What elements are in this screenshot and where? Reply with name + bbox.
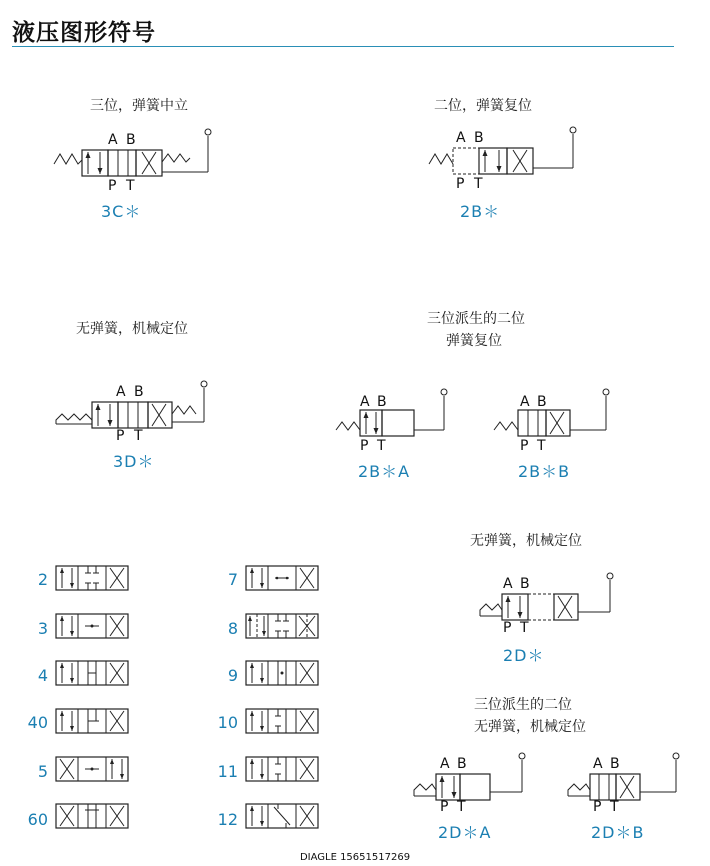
- port-a: A: [116, 384, 126, 400]
- port-p: P: [520, 438, 529, 454]
- spool-symbol-60: [55, 803, 130, 831]
- caption-3c: 三位，弹簧中立: [90, 98, 188, 114]
- spool-code-5: 5: [37, 762, 48, 781]
- caption-derived-spring-line2: 弹簧复位: [446, 333, 502, 349]
- valve-symbol-2b: [425, 120, 585, 180]
- spool-symbol-4: [55, 660, 130, 688]
- caption-derived-detent-line2: 无弹簧，机械定位: [474, 719, 586, 735]
- caption-2b: 二位，弹簧复位: [434, 98, 532, 114]
- port-a: A: [520, 394, 530, 410]
- port-t: T: [520, 620, 529, 636]
- port-b: B: [474, 130, 484, 146]
- valve-symbol-3c: [50, 122, 220, 182]
- spool-code-40: 40: [27, 713, 48, 732]
- port-p: P: [503, 620, 512, 636]
- spool-code-60: 60: [27, 810, 48, 829]
- valve-symbol-3d: [52, 376, 222, 436]
- spool-code-4: 4: [37, 666, 48, 685]
- port-t: T: [457, 799, 466, 815]
- port-b: B: [537, 394, 547, 410]
- port-b: B: [126, 132, 136, 148]
- code-2b-b: 2B＊B: [518, 462, 571, 481]
- spool-code-10: 10: [217, 713, 238, 732]
- port-t: T: [377, 438, 386, 454]
- port-a: A: [503, 576, 513, 592]
- code-3d: 3D＊: [113, 452, 155, 471]
- spool-symbol-2: [55, 565, 130, 593]
- code-2b: 2B＊: [460, 202, 501, 221]
- port-b: B: [610, 756, 620, 772]
- code-3c: 3C＊: [101, 202, 142, 221]
- title-divider: [12, 46, 674, 47]
- port-b: B: [377, 394, 387, 410]
- port-t: T: [537, 438, 546, 454]
- spool-symbol-9: [245, 660, 320, 688]
- caption-derived-detent-line1: 三位派生的二位: [474, 697, 572, 713]
- port-p: P: [440, 799, 449, 815]
- spool-symbol-10: [245, 708, 320, 736]
- code-2d: 2D＊: [503, 646, 545, 665]
- port-a: A: [360, 394, 370, 410]
- port-b: B: [457, 756, 467, 772]
- code-2b-a: 2B＊A: [358, 462, 411, 481]
- caption-2d: 无弹簧，机械定位: [470, 533, 582, 549]
- port-a: A: [440, 756, 450, 772]
- port-p: P: [116, 428, 125, 444]
- spool-code-8: 8: [227, 619, 238, 638]
- port-b: B: [134, 384, 144, 400]
- valve-symbol-2b-a: [334, 384, 454, 444]
- port-p: P: [456, 176, 465, 192]
- valve-symbol-2d: [478, 568, 618, 628]
- port-t: T: [126, 178, 135, 194]
- valve-symbol-2d-a: [412, 748, 537, 808]
- valve-symbol-2b-b: [492, 384, 617, 444]
- port-p: P: [360, 438, 369, 454]
- port-a: A: [593, 756, 603, 772]
- spool-symbol-40: [55, 708, 130, 736]
- footer-contact: DIAGLE 15651517269: [299, 852, 411, 863]
- spool-code-11: 11: [217, 762, 238, 781]
- spool-symbol-11: [245, 756, 320, 784]
- code-2d-a: 2D＊A: [438, 823, 492, 842]
- spool-symbol-5: [55, 756, 130, 784]
- spool-code-12: 12: [217, 810, 238, 829]
- code-2d-b: 2D＊B: [591, 823, 645, 842]
- port-p: P: [593, 799, 602, 815]
- port-t: T: [474, 176, 483, 192]
- spool-symbol-7: [245, 565, 320, 593]
- caption-3d: 无弹簧，机械定位: [76, 321, 188, 337]
- spool-symbol-8: [245, 613, 320, 641]
- spool-code-9: 9: [227, 666, 238, 685]
- port-t: T: [134, 428, 143, 444]
- port-t: T: [610, 799, 619, 815]
- spool-code-3: 3: [37, 619, 48, 638]
- spool-symbol-12: [245, 803, 320, 831]
- port-a: A: [456, 130, 466, 146]
- port-a: A: [108, 132, 118, 148]
- port-b: B: [520, 576, 530, 592]
- spool-code-2: 2: [37, 570, 48, 589]
- spool-code-7: 7: [227, 570, 238, 589]
- spool-symbol-3: [55, 613, 130, 641]
- valve-symbol-2d-b: [566, 748, 690, 808]
- caption-derived-spring-line1: 三位派生的二位: [427, 311, 525, 327]
- page-title: 液压图形符号: [12, 20, 156, 46]
- port-p: P: [108, 178, 117, 194]
